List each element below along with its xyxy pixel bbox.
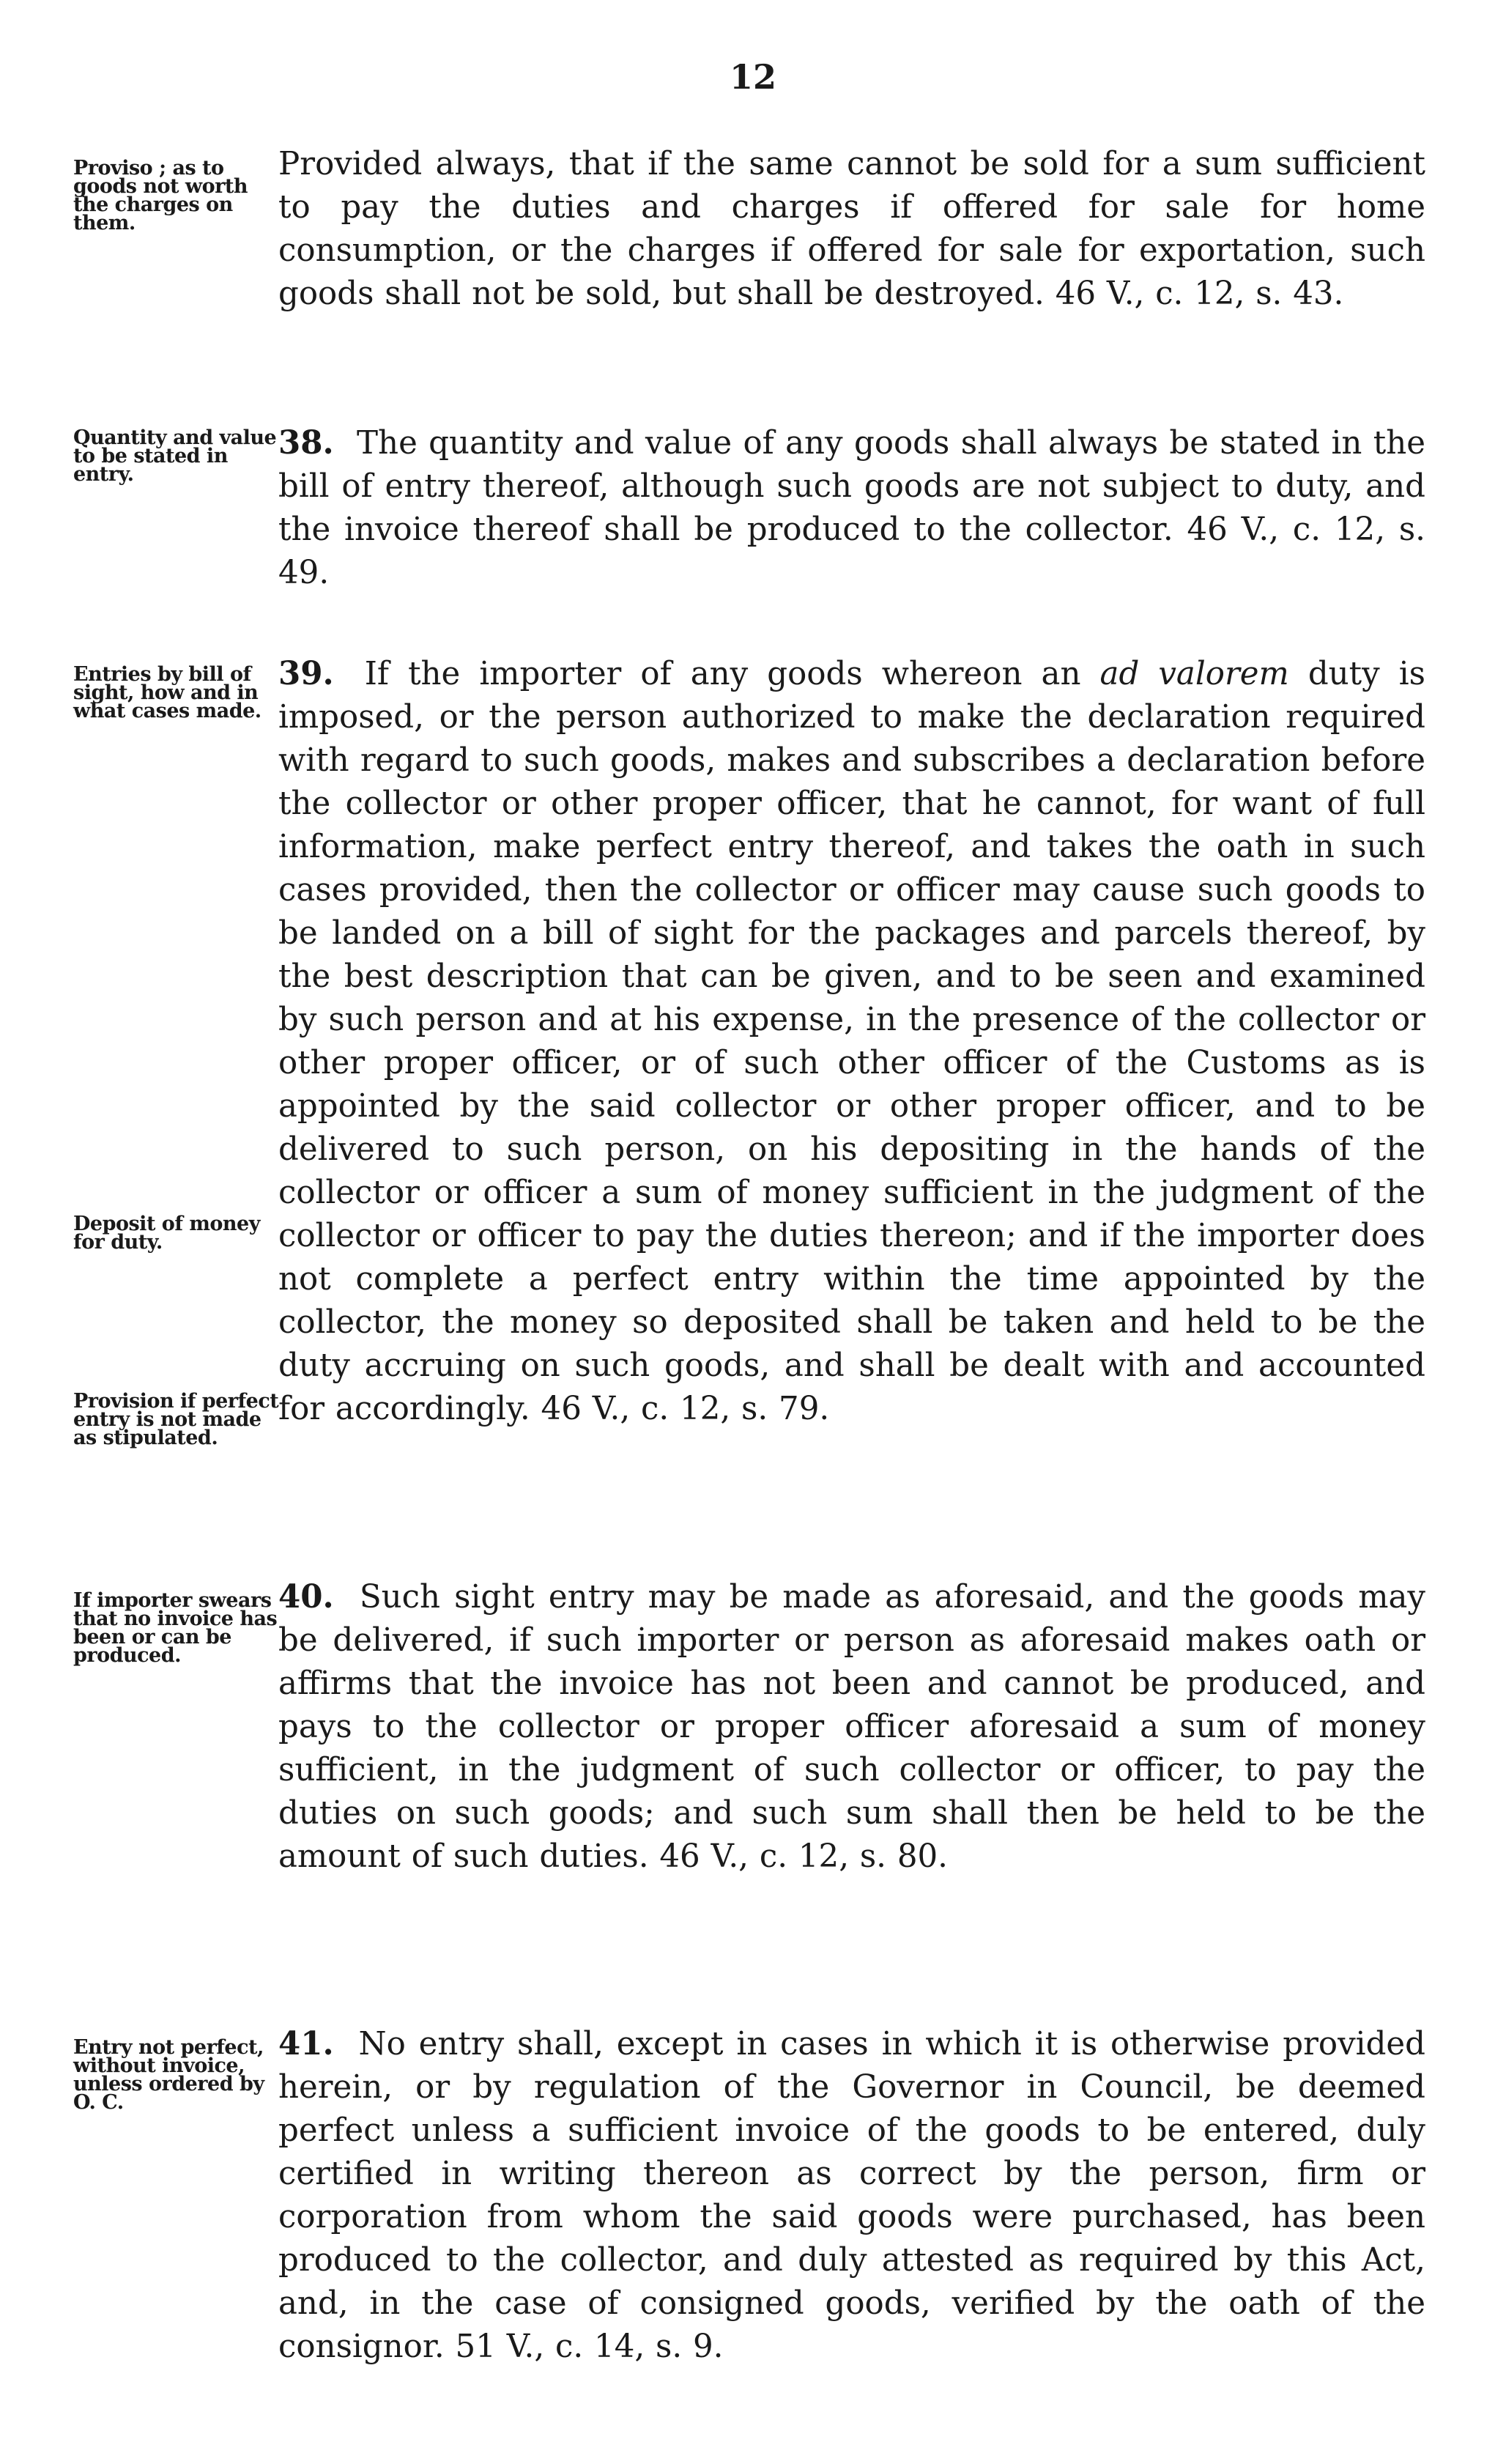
section-body: No entry shall, except in cases in which it is otherwise provided herein, or by regulation of the Governor in Council, be deemed perfect unless a sufficient invoice of the goods to be entered, duly certified in writing thereon as correct by the person, firm or corporation from whom the said goods were purchased, has been produced to the collector, and duly attested as required by this Act, and, in the case of consigned goods, verified by the oath of the consignor. — [278, 2026, 1425, 2365]
citation: 46 V., c. 12, s. 43. — [1055, 275, 1344, 312]
margin-note: If importer swears that no invoice has been or can be produced. — [73, 1589, 278, 1667]
section-text — [278, 421, 1425, 595]
citation: 46 V., c. 12, s. 49. — [278, 511, 1426, 591]
section-number: 41. — [278, 2025, 334, 2062]
section-body: Provided always, that if the same cannot be sold for a sum sufficient to pay the duties and charges if offered for sale for home consumption, or the charges if offered for sale for exportation, such goods shall not be sold, but shall be destroyed. — [278, 146, 1425, 312]
section-text — [278, 143, 1425, 316]
section-number: 40. — [278, 1578, 334, 1616]
margin-note: Proviso ; as to goods not worth the charges on them. — [73, 157, 248, 234]
citation: 46 V., c. 12, s. 79. — [541, 1391, 830, 1427]
italic-phrase: ad valorem — [1099, 656, 1289, 692]
margin-note: Quantity and value to be stated in entry. — [73, 426, 277, 486]
margin-note-provision: Provision if perfect entry is not made as stipulated. — [73, 1390, 279, 1449]
section-body: Such sight entry may be made as aforesaid, and the goods may be delivered, if such importer or person as aforesaid makes oath or affirms that the invoice has not been and cannot be produced, and pays to the collector or proper officer aforesaid a sum of money sufficient, in the judgment of such collector or officer, to pay the duties on such goods; and such sum shall then be held to be the amount of such duties. — [278, 1579, 1426, 1875]
margin-note-deposit: Deposit of money for duty. — [73, 1213, 260, 1254]
section-text — [278, 2022, 1425, 2369]
section-body: The quantity and value of any goods shall always be stated in the bill of entry thereof, although such goods are not subject to duty, and the invoice thereof shall be produced to the collector. — [278, 425, 1426, 548]
margin-note: Entries by bill of sight, how and in what cases made. — [73, 663, 261, 722]
section-text — [278, 1575, 1425, 1879]
page-number: 12 — [729, 57, 776, 97]
section-text — [278, 652, 1425, 1431]
section-body: duty is imposed, or the person authorized to make the declaration required with regard to such goods, makes and subscribes a declaration before the collector or other proper officer, that he cannot, for want of full information, make perfect entry thereof, and takes the oath in such cases provided, then the collector or officer may cause such goods to be landed on a bill of sight for the packages and parcels thereof, by the best description that can be given, and to be seen and examined by such person and at his expense, in the presence of the collector or other proper officer, or of such other officer of the Customs as is appointed by the said collector or other proper officer, and to be delivered to such person, on his depositing in the hands of the collector or officer a sum of money sufficient in the judgment of the collector or officer to pay the duties thereon; and if the importer does not complete a perfect entry within the time appointed by the collector, the money so deposited shall be taken and held to be the duty accruing on such goods, and shall be dealt with and accounted for accordingly. — [278, 656, 1426, 1427]
margin-note: Entry not perfect, without invoice, unless ordered by O. C. — [73, 2036, 264, 2114]
citation: 46 V., c. 12, s. 80. — [659, 1838, 949, 1875]
section-number: 38. — [278, 424, 334, 462]
citation: 51 V., c. 14, s. 9. — [455, 2328, 724, 2365]
section-number: 39. — [278, 655, 334, 692]
section-body-intro: If the importer of any goods whereon an — [364, 656, 1081, 692]
